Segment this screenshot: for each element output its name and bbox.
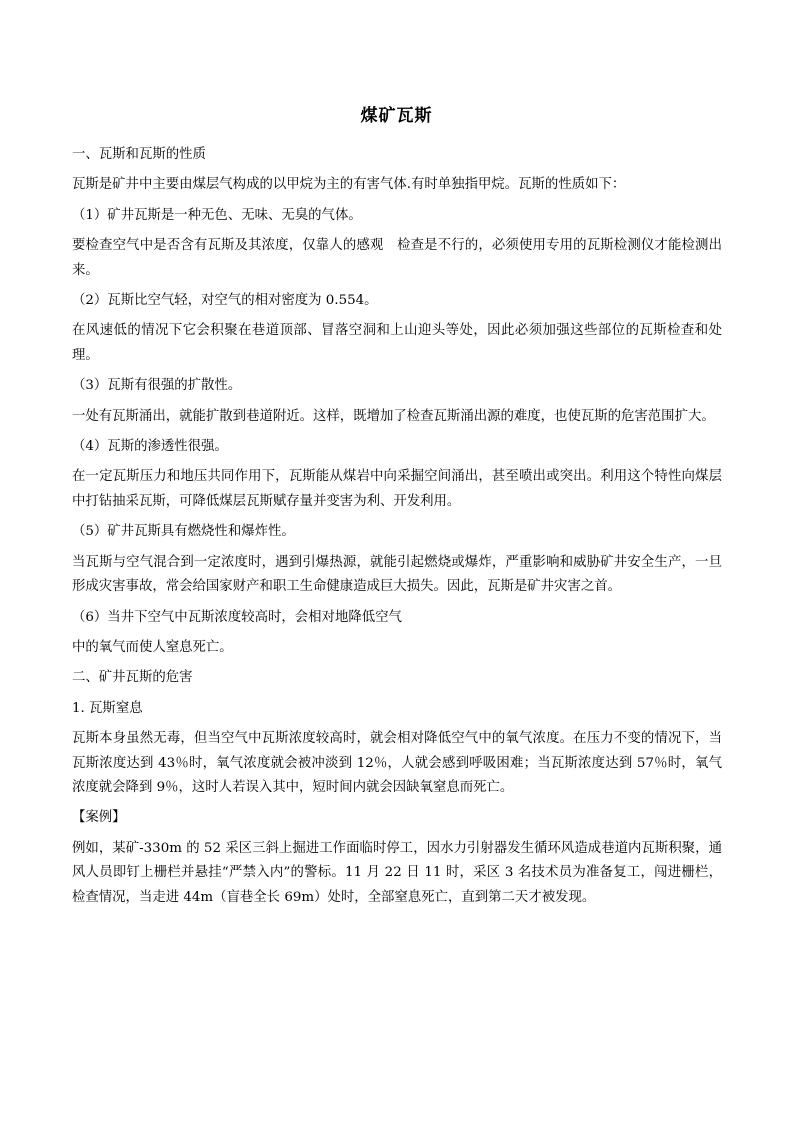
property-item-6: （6）当井下空气中瓦斯浓度较高时，会相对地降低空气 [72,609,402,625]
property-item-3: （3）瓦斯有很强的扩散性。 [72,378,242,394]
document-title: 煤矿瓦斯 [360,106,433,126]
paragraph-case: 例如，某矿-330m 的 52 采区三斜上掘进工作面临时停工，因水力引射器发生循环风造成巷道内瓦斯积聚，通风人员即钉上栅栏并悬挂“严禁入内”的警标。11 月 22 日 11 时，采区 3 名技术员为准备复工，闯进栅栏，检查情况，当走进 44m（盲巷全长 69m）处时，全部窒息死亡，直到第二天才被发现。 [72,840,722,905]
paragraph-property-5: 当瓦斯与空气混合到一定浓度时，遇到引爆热源，就能引起燃烧或爆炸，严重影响和威胁矿井安全生产，一旦形成灾害事故，常会给国家财产和职工生命健康造成巨大损失。因此，瓦斯是矿井灾害之首。 [72,554,722,595]
paragraph-property-4: 在一定瓦斯压力和地压共同作用下，瓦斯能从煤岩中向采掘空间涌出，甚至喷出或突出。利用这个特性向煤层中打钻抽采瓦斯，可降低煤层瓦斯赋存量并变害为利、开发利用。 [72,469,722,509]
section-heading-2: 二、矿井瓦斯的危害 [72,670,193,686]
property-item-5: （5）矿井瓦斯具有燃烧性和爆炸性。 [72,524,295,540]
property-item-2: （2）瓦斯比空气轻，对空气的相对密度为 0.554。 [72,293,378,309]
paragraph-property-3: 一处有瓦斯涌出，就能扩散到巷道附近。这样，既增加了检查瓦斯涌出源的难度，也使瓦斯的危害范围扩大。 [72,408,715,424]
paragraph-property-1: 要检查空气中是否含有瓦斯及其浓度，仅靠人的感观 检查是不行的，必须使用专用的瓦斯检测仪才能检测出来。 [72,238,722,278]
paragraph-property-6: 中的氧气而使人窒息死亡。 [72,639,233,655]
paragraph-intro: 瓦斯是矿井中主要由煤层气构成的以甲烷为主的有害气体.有时单独指甲烷。瓦斯的性质如下： [72,177,626,193]
paragraph-property-2: 在风速低的情况下它会积聚在巷道顶部、冒落空洞和上山迎头等处，因此必须加强这些部位的瓦斯检查和处理。 [72,323,722,363]
document-body [72,143,722,916]
subsection-heading: 1. 瓦斯窒息 [72,700,143,716]
section-heading-1: 一、瓦斯和瓦斯的性质 [72,147,206,162]
case-heading: 【案例】 [72,810,126,826]
property-item-4: （4）瓦斯的渗透性很强。 [72,439,228,455]
property-item-1: （1）矿井瓦斯是一种无色、无味、无臭的气体。 [72,207,362,223]
paragraph-suffocation: 瓦斯本身虽然无毒，但当空气中瓦斯浓度较高时，就会相对降低空气中的氧气浓度。在压力不变的情况下，当瓦斯浓度达到 43％时，氧气浓度就会被冲淡到 12％，人就会感到呼吸困难；当瓦斯浓度达到 57％时，氧气浓度就会降到 9％，这时人若误入其中，短时间内就会因缺氧窒息而死亡。 [72,731,722,795]
